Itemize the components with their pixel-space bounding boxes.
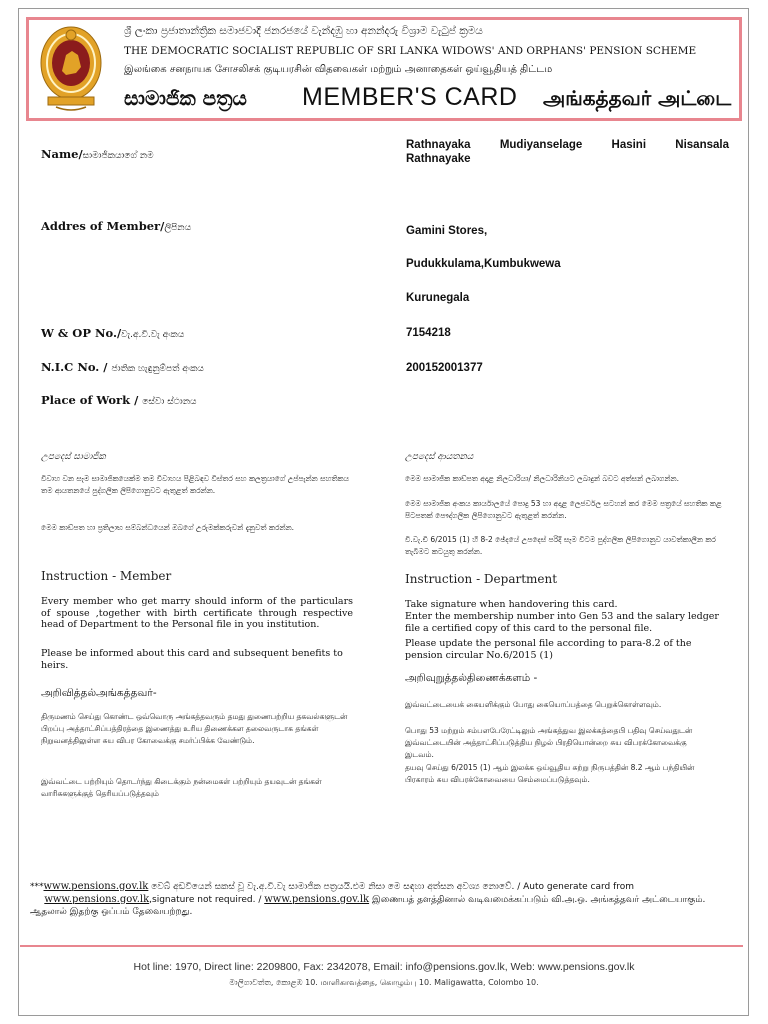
name-word: Rathnayaka [406, 139, 471, 151]
name-label: Name/සාමාජිකයාගේ නම [41, 147, 154, 161]
name-word: Nisansala [675, 139, 729, 151]
header-line-sinhala: ශ්‍රී ලංකා ප්‍රජාතාන්ත්‍රික සමාජවාදී ජනරජයේ වැන්දඹු හා අනන්දරු විශ්‍රාම වැටුප් ක්‍රමය [124, 25, 483, 37]
member-si-title: උපදෙස් සාමාජික [41, 452, 106, 462]
nic-label: N.I.C No. / ජාතික හැඳුනුම්පත් අංකය [41, 360, 204, 374]
member-en-para-2: Please be informed about this card and subsequent benefits to heirs. [41, 648, 343, 671]
header-line-english: THE DEMOCRATIC SOCIALIST REPUBLIC OF SRI LANKA WIDOWS' AND ORPHANS' PENSION SCHEME [124, 45, 697, 57]
department-en-para-2: Enter the membership number into Gen 53 and the salary ledger file a certified copy of this card to the personal file. [405, 611, 719, 634]
title-english: MEMBER'S CARD [302, 83, 518, 111]
sri-lanka-emblem-icon [38, 23, 104, 111]
member-ta-para-1: திருமணம் செய்து கொண்ட ஒவ்வொரு அங்கத்தவரும் தமது துணைபற்றிய தகவல்களுடன் பிறப்பு அத்தாட்சிப்பத்திரத்தை இணைத்து உரிய திணைக்கள தலைவருடாக தங்கள் நிறுவனத்திலுள்ள சுய விபர கோவைக்கு சமர்ப்பிக்க வேண்டும். [41, 712, 348, 745]
member-ta-para-2: இவ்வட்டை பற்றியும் தொடர்ந்து கிடைக்கும் நன்மைகள் பற்றியும் தயவுடன் தங்கள் வாரிசுகளுக்குத் தெரியப்படுத்தவும் [41, 777, 322, 798]
name-value [406, 138, 729, 166]
department-ta-para-1: இவ்வட்டையைக் கையளிக்கும் போது கையொப்பத்தை பெறுக்கொள்ளவும். [405, 700, 662, 709]
name-word: Mudiyanselage [499, 139, 583, 151]
department-si-para-2: මෙම සාමාජික අංකය කාර්යාලයේ පොදු 53 හා අදාළ ලෙජර්වල සටහන් කර මෙම පත්‍රයේ සහතික කළ පිටපතක් පෞද්ගලික ලිපිගොනුවට ඇතුළත් කරන්න. [405, 499, 722, 520]
footer-note-2: ,signature not required. / [149, 894, 265, 905]
department-en-para-3: Please update the personal file according to para-8.2 of the pension circular No.6/2015 (1) [405, 638, 692, 661]
footer-note-ta: இணையத் தளத்தினால் வடிவமைக்கப்படும் வி.அ.ஒ. அங்கத்தவர் அட்டையாகும். ஆதலால் இதற்கு ஒப்பம் தேவையற்றது. [30, 894, 706, 917]
name-line-2: Rathnayake [406, 153, 471, 165]
wop-value: 7154218 [406, 327, 451, 339]
address-line: මාලිගාවත්ත, කොළඹ 10. மாளிகாவத்தை, கொழும்பு 10. Maligawatta, Colombo 10. [229, 978, 539, 987]
member-si-para-2: මෙම කාඩ්පත හා ප්‍රතිලාභ සම්බන්ධයෙන් ඔබගේ උරුමක්කරුවන් දැනුවත් කරන්න. [41, 523, 295, 532]
footer-note-si: වෙබ් අඩවියෙන් සකස් වූ වැ.අ.වි.වැ සාමාජික පත්‍රයයි.එම නිසා මෙ සඳහා අත්සන අවශ්‍ය නොවේ. / Auto generate card from [148, 882, 635, 892]
address-line-2: Pudukkulama,Kumbukwewa [406, 258, 561, 270]
address-line-3: Kurunegala [406, 292, 470, 304]
member-en-para-1: Every member who get marry should inform of the particulars of spouse ,together with birth certificate through respective head of Department to the Personal file in you institution. [41, 596, 353, 630]
department-en-para-1: Take signature when handovering this card. [405, 599, 618, 610]
footer-divider [20, 945, 743, 947]
department-ta-para-2: பொது 53 மற்றும் சம்பளபேரேட்டிலும் அங்கத்துவ இலக்கத்தைபி பதிவு செய்வதுடன் இவ்வட்டையின் அத்தாட்சிப்படுத்திய நிழல் பிரதியொன்றை சுய விபரக்கோவைக்கு இடவம். [405, 726, 693, 759]
header-line-tamil: இலங்கை சனநாயக சோசலிசக் குடியரசின் விதவைகள் மற்றும் அனாதைகள் ஒய்வூதியத் திட்டம [124, 64, 553, 75]
department-ta-para-3: தயவு செய்து 6/2015 (1) ஆம் இலக்க ஒய்வூதிய சுற்று நிருபத்தின் 8.2 ஆம் பந்தியின் பிரகாரம் சுய விபரக்கோவையை செம்மைப்படுத்தவும். [405, 763, 695, 784]
footer-note [30, 881, 730, 919]
nic-value: 200152001377 [406, 362, 483, 374]
address-line-1: Gamini Stores, [406, 225, 488, 237]
department-ta-title: அறிவுறுத்தல்திணைக்களம் - [405, 672, 538, 684]
member-ta-title: அறிவித்தல்அங்கத்தவர்- [41, 687, 157, 699]
department-si-para-3: වි.වැ.චි 6/2015 (1) හි 8-2 ඡේදයේ උපදෙස් පරිදි සෑම විටම පුද්ගලික ලිපිගොනුව යාවත්කාලීන කර තැබීමට කටයුතු කරන්න. [405, 535, 716, 556]
footer-prefix: *** [30, 882, 44, 892]
title-sinhala: සාමාජික පත්‍රය [124, 86, 247, 110]
department-si-para-1: මෙම සාමාජික කාඩ්පත අදාළ නිලධාරියා/ නිලධාරිනියට ලබාදුන් බවට අත්සන් ලබාගන්න. [405, 474, 679, 483]
address-label: Addres of Member/ලිපිනය [41, 219, 192, 233]
wop-label: W & OP No./වැ.අ.වි.වැ අංකය [41, 326, 185, 340]
pensions-website-link[interactable]: www.pensions.gov.lk [264, 893, 370, 905]
member-si-para-1: විවාහ වන සෑම සාමාජිකයෙක්ම තම විවාහය පිළිබඳව විස්තර සහ කලත්‍රයාගේ උප්පැන්න සහතිකය තම ආයතනයේ පුද්ගලික ලිපිගොනුවට ඇතුළත් කරන්න. [41, 474, 349, 495]
name-word: Hasini [611, 139, 647, 151]
title-tamil: அங்கத்தவர் அட்டை [543, 86, 732, 110]
department-en-title: Instruction - Department [405, 572, 558, 586]
contact-line: Hot line: 1970, Direct line: 2209800, Fax: 2342078, Email: info@pensions.gov.lk, Web: www.pensions.gov.lk [133, 961, 635, 973]
member-en-title: Instruction - Member [41, 569, 172, 583]
work-label: Place of Work / සේවා ස්ථානය [41, 393, 197, 407]
pensions-website-link[interactable]: www.pensions.gov.lk [43, 881, 149, 892]
department-si-title: උපදෙස් ආයතනය [405, 452, 474, 462]
pensions-website-link[interactable]: www.pensions.gov.lk [44, 893, 150, 905]
